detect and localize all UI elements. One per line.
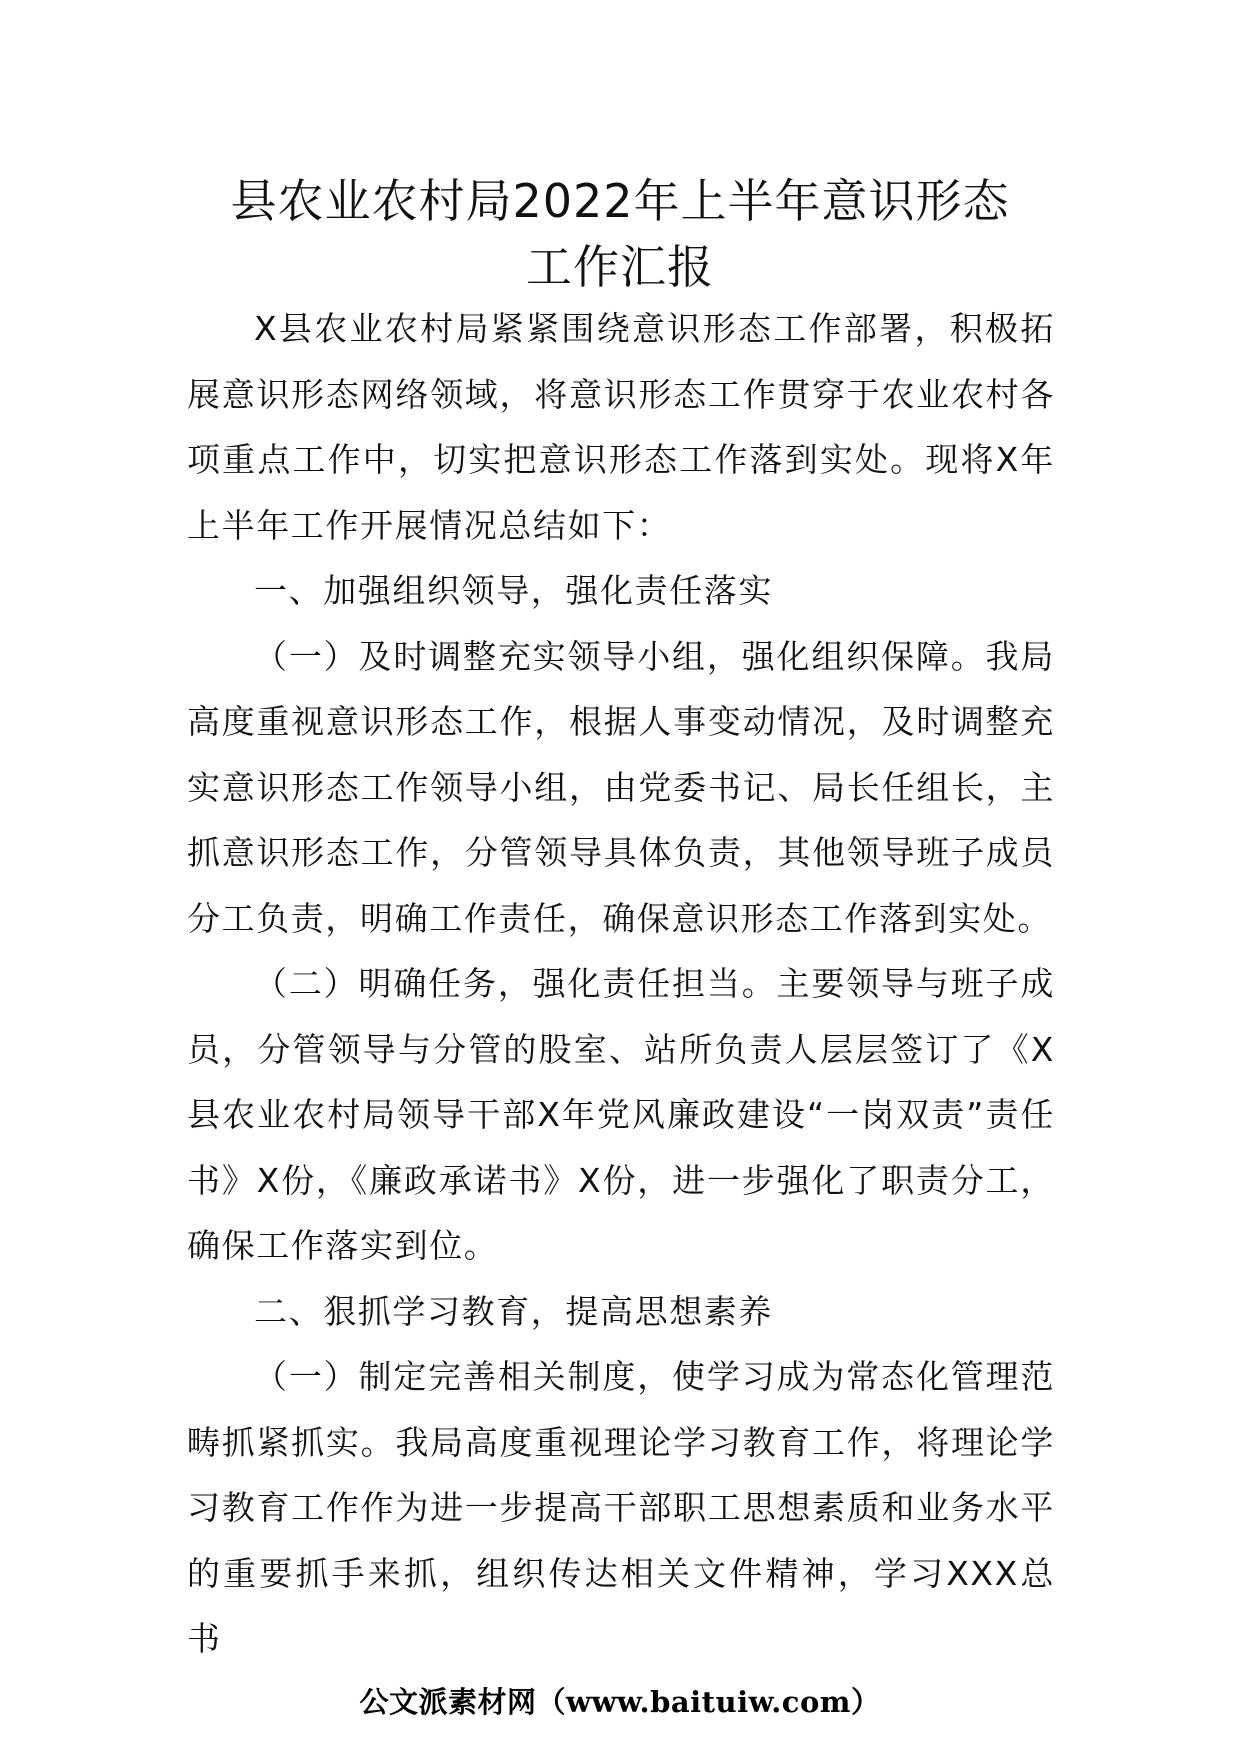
body-paragraph: （一）制定完善相关制度，使学习成为常态化管理范畴抓紧抓实。我局高度重视理论学习教育工作，将理论学习教育工作作为进一步提高干部职工思想素质和业务水平的重要抓手来抓，组织传达相关文件精神，学习XXX总书 xyxy=(187,1357,1055,1658)
body-paragraph: （二）明确任务，强化责任担当。主要领导与班子成员，分管领导与分管的股室、站所负责人层层签订了《X县农业农村局领导干部X年党风廉政建设“一岗双责”责任书》X份，《廉政承诺书》X份，进一步强化了职责分工，确保工作落实到位。 xyxy=(187,964,1055,1265)
document-title xyxy=(150,168,1090,300)
section-heading-1: 一、加强组织领导，强化责任落实 xyxy=(254,571,773,610)
title-line-1: 县农业农村局2022年上半年意识形态 xyxy=(230,174,1010,228)
footer-watermark: 公文派素材网（www.baituiw.com） xyxy=(359,1685,881,1719)
document-body xyxy=(187,296,1055,1672)
section-heading-2: 二、狠抓学习教育，提高思想素养 xyxy=(254,1291,773,1331)
title-line-2: 工作汇报 xyxy=(526,240,714,294)
body-paragraph: （一）及时调整充实领导小组，强化组织保障。我局高度重视意识形态工作，根据人事变动情况，及时调整充实意识形态工作领导小组，由党委书记、局长任组长，主抓意识形态工作，分管领导具体负责，其他领导班子成员分工负责，明确工作责任，确保意识形态工作落到实处。 xyxy=(187,636,1055,938)
intro-paragraph: X县农业农村局紧紧围绕意识形态工作部署，积极拓展意识形态网络领域，将意识形态工作贯穿于农业农村各项重点工作中，切实把意识形态工作落到实处。现将X年上半年工作开展情况总结如下： xyxy=(187,309,1055,545)
